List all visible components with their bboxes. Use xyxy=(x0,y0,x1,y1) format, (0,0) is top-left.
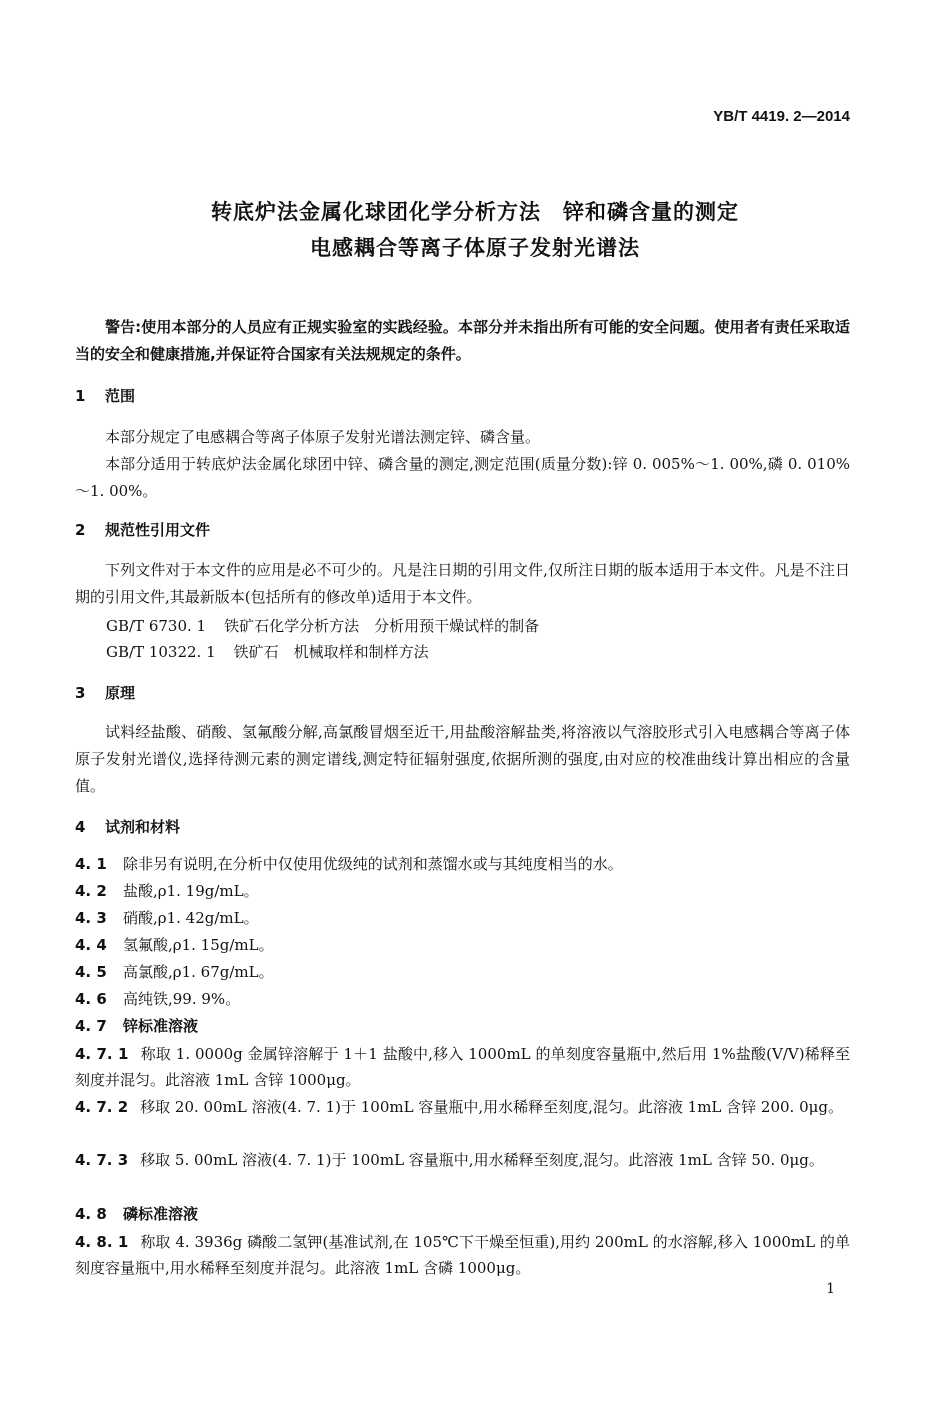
item-text: 氢氟酸,ρ1. 15g/mL。 xyxy=(123,936,274,954)
title-line-2: 电感耦合等离子体原子发射光谱法 xyxy=(310,236,640,260)
list-item xyxy=(75,853,850,874)
section-number: 3 xyxy=(75,684,86,702)
reference-code: GB/T 10322. 1 xyxy=(106,643,216,661)
reference-title: 铁矿石 机械取样和制样方法 xyxy=(233,643,429,661)
item-text: 高纯铁,99. 9%。 xyxy=(123,990,241,1008)
clause-4-7-2 xyxy=(75,1094,850,1120)
list-item xyxy=(75,880,850,901)
item-text: 称取 1. 0000g 金属锌溶解于 1＋1 盐酸中,移入 1000mL 的单刻度容量瓶中,然后用 1%盐酸(V/V)稀释至刻度并混匀。此溶液 1mL 含锌 1000μg。 xyxy=(75,1045,850,1089)
section-title: 范围 xyxy=(105,387,136,405)
section-1-heading xyxy=(75,385,135,406)
section-1-paragraph-1: 本部分规定了电感耦合等离子体原子发射光谱法测定锌、磷含量。 xyxy=(105,428,541,446)
item-number: 4. 3 xyxy=(75,909,107,927)
item-number: 4. 8. 1 xyxy=(75,1233,129,1251)
item-number: 4. 1 xyxy=(75,855,107,873)
section-1-paragraph-2: 本部分适用于转底炉法金属化球团中锌、磷含量的测定,测定范围(质量分数):锌 0. 005%～1. 00%,磷 0. 010%～1. 00%。 xyxy=(75,455,850,500)
subsection-heading xyxy=(75,1203,850,1224)
section-2-heading xyxy=(75,519,210,540)
list-item xyxy=(75,907,850,928)
list-item xyxy=(75,988,850,1009)
section-number: 1 xyxy=(75,387,86,405)
subsection-title: 锌标准溶液 xyxy=(123,1017,199,1035)
section-3-paragraph-1: 试料经盐酸、硝酸、氢氟酸分解,高氯酸冒烟至近干,用盐酸溶解盐类,将溶液以气溶胶形式引入电感耦合等离子体原子发射光谱仪,选择待测元素的测定谱线,测定特征辐射强度,依据所测的强度,由对应的校准曲线计算出相应的含量值。 xyxy=(75,723,850,795)
section-4-heading xyxy=(75,816,180,837)
item-number: 4. 5 xyxy=(75,963,107,981)
item-text: 高氯酸,ρ1. 67g/mL。 xyxy=(123,963,274,981)
title-line-1: 转底炉法金属化球团化学分析方法 锌和磷含量的测定 xyxy=(211,200,739,224)
clause-4-7-3 xyxy=(75,1147,850,1173)
item-number: 4. 7 xyxy=(75,1017,107,1035)
page-number: 1 xyxy=(826,1281,835,1297)
reference-item xyxy=(106,615,539,636)
section-title: 试剂和材料 xyxy=(105,818,181,836)
item-text: 称取 4. 3936g 磷酸二氢钾(基准试剂,在 105℃下干燥至恒重),用约 200mL 的水溶解,移入 1000mL 的单刻度容量瓶中,用水稀释至刻度并混匀。此溶液 1mL 含磷 1000μg。 xyxy=(75,1233,851,1277)
list-item xyxy=(75,961,850,982)
item-text: 盐酸,ρ1. 19g/mL。 xyxy=(123,882,259,900)
item-number: 4. 7. 1 xyxy=(75,1045,129,1063)
section-3-heading xyxy=(75,682,135,703)
item-text: 硝酸,ρ1. 42g/mL。 xyxy=(123,909,259,927)
item-text: 除非另有说明,在分析中仅使用优级纯的试剂和蒸馏水或与其纯度相当的水。 xyxy=(123,855,623,873)
item-number: 4. 8 xyxy=(75,1205,107,1223)
standard-code: YB/T 4419. 2—2014 xyxy=(713,108,850,125)
item-number: 4. 7. 3 xyxy=(75,1151,129,1169)
item-text: 移取 5. 00mL 溶液(4. 7. 1)于 100mL 容量瓶中,用水稀释至刻度,混匀。此溶液 1mL 含锌 50. 0μg。 xyxy=(140,1151,824,1169)
section-number: 4 xyxy=(75,818,86,836)
subsection-heading xyxy=(75,1015,850,1036)
clause-4-8-1 xyxy=(75,1229,850,1281)
item-number: 4. 6 xyxy=(75,990,107,1008)
section-2-paragraph-1: 下列文件对于本文件的应用是必不可少的。凡是注日期的引用文件,仅所注日期的版本适用于本文件。凡是不注日期的引用文件,其最新版本(包括所有的修改单)适用于本文件。 xyxy=(75,561,850,606)
warning-paragraph: 警告:使用本部分的人员应有正规实验室的实践经验。本部分并未指出所有可能的安全问题。使用者有责任采取适当的安全和健康措施,并保证符合国家有关法规规定的条件。 xyxy=(75,318,850,363)
reference-title: 铁矿石化学分析方法 分析用预干燥试样的制备 xyxy=(224,617,540,635)
reference-code: GB/T 6730. 1 xyxy=(106,617,207,635)
section-title: 原理 xyxy=(105,684,136,702)
item-number: 4. 2 xyxy=(75,882,107,900)
reference-item xyxy=(106,641,429,662)
subsection-title: 磷标准溶液 xyxy=(123,1205,199,1223)
item-text: 移取 20. 00mL 溶液(4. 7. 1)于 100mL 容量瓶中,用水稀释至刻度,混匀。此溶液 1mL 含锌 200. 0μg。 xyxy=(140,1098,843,1116)
clause-4-7-1 xyxy=(75,1041,850,1093)
list-item xyxy=(75,934,850,955)
section-title: 规范性引用文件 xyxy=(105,521,211,539)
item-number: 4. 7. 2 xyxy=(75,1098,129,1116)
section-number: 2 xyxy=(75,521,86,539)
item-number: 4. 4 xyxy=(75,936,107,954)
